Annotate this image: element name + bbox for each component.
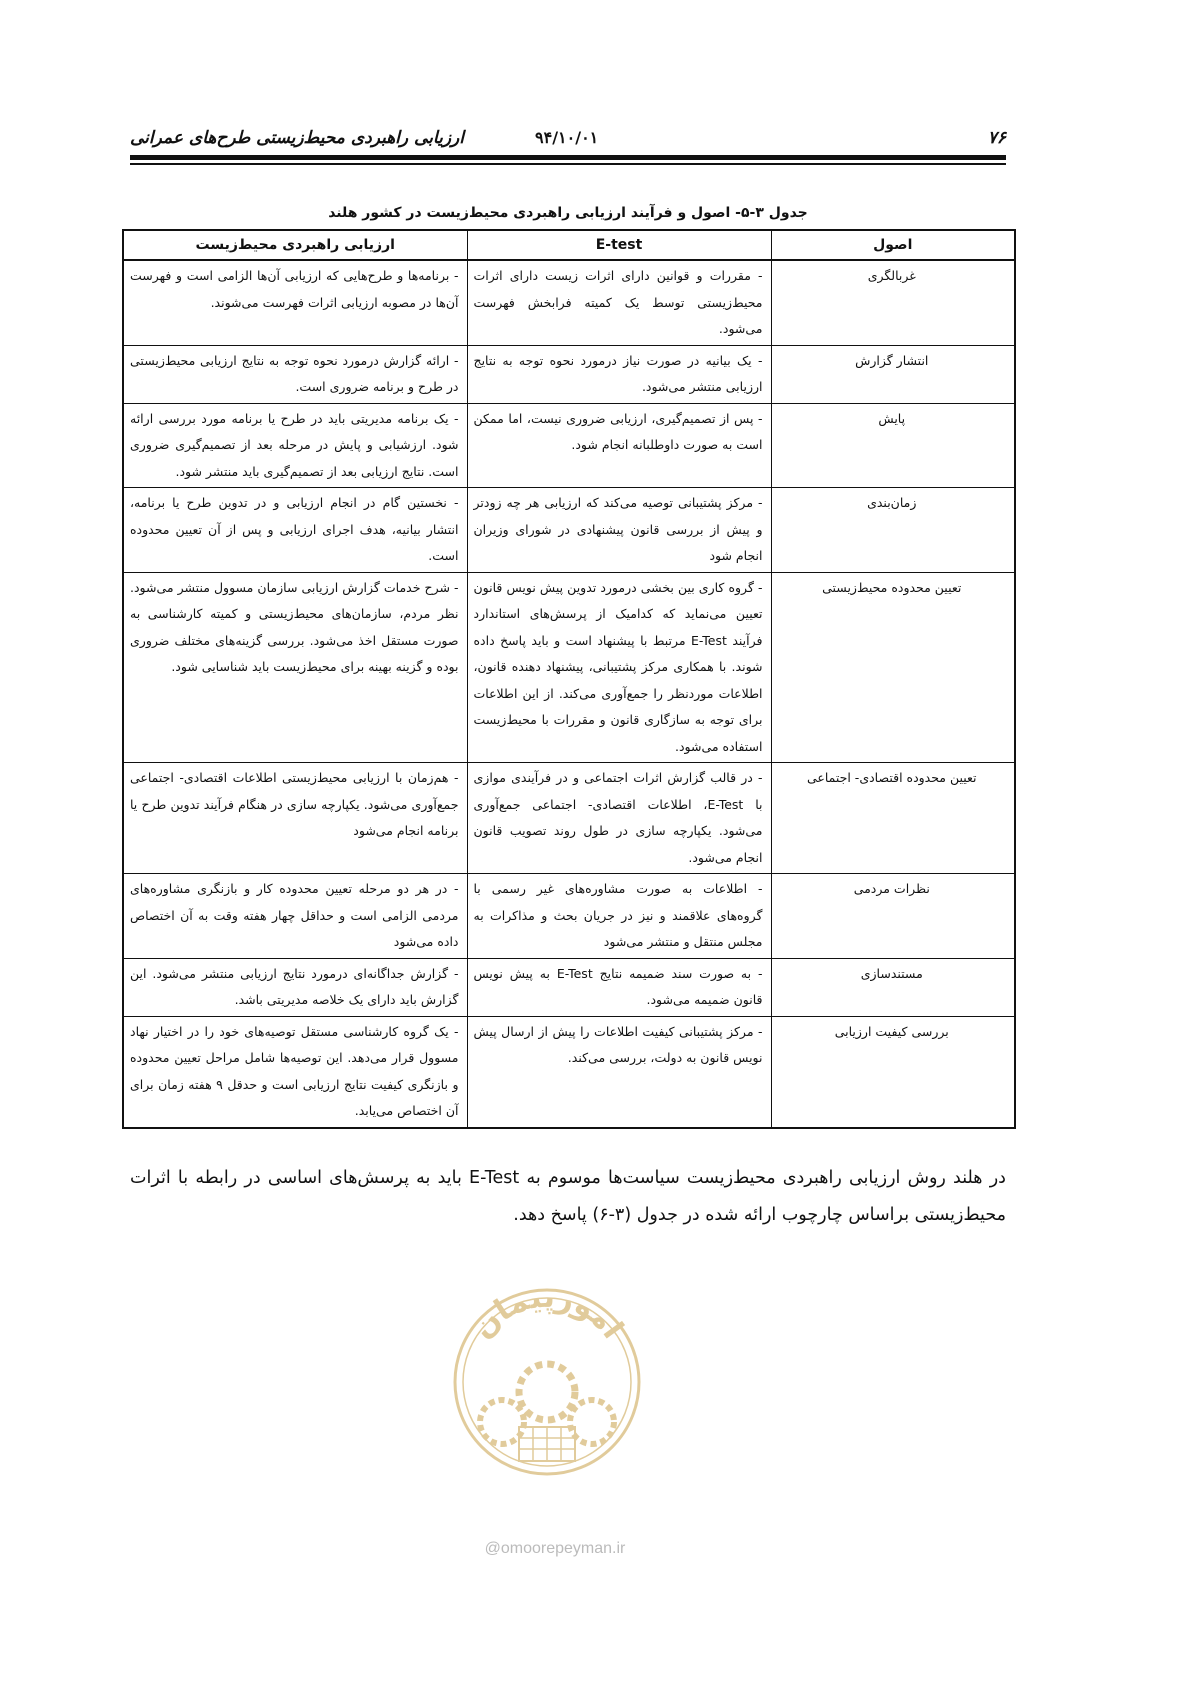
watermark-logo [447,1282,647,1482]
sea-cell: - شرح خدمات گزارش ارزیابی سازمان مسوول منتشر می‌شود. نظر مردم، سازمان‌های محیط‌زیستی و کمیته کارشناسی به صورت مستقل اخذ می‌شود. بررسی گزینه‌های مختلف ضروری بوده و گزینه بهینه برای محیط‌زیست باید شناسایی شود. [123,572,467,763]
principle-cell: مستندسازی [771,958,1015,1016]
table-caption: جدول ۳-۵- اصول و فرآیند ارزیابی راهبردی محیط‌زیست در کشور هلند [328,205,808,221]
page-number: ۷۶ [987,128,1006,148]
principle-cell: تعیین محدوده اقتصادی- اجتماعی [771,763,1015,874]
table-row [123,572,1015,763]
etest-cell: - مرکز پشتیبانی کیفیت اطلاعات را پیش از ارسال پیش نویس قانون به دولت، بررسی می‌کند. [467,1016,771,1128]
header-principles: اصول [771,230,1015,260]
header-rule-thick [130,155,1006,160]
table-row [123,1016,1015,1128]
principle-cell: نظرات مردمی [771,874,1015,959]
sea-cell: - ارائه گزارش درمورد نحوه توجه به نتایج ارزیابی محیط‌زیستی در طرح و برنامه ضروری است. [123,345,467,403]
table-row [123,345,1015,403]
etest-cell: - مرکز پشتیبانی توصیه می‌کند که ارزیابی هر چه زودتر و پیش از بررسی قانون پیشنهادی در شورای وزیران انجام شود [467,488,771,573]
table-row [123,958,1015,1016]
header-sea: ارزیابی راهبردی محیط‌زیست [123,230,467,260]
principle-cell: غربالگری [771,260,1015,345]
principle-cell: تعیین محدوده محیط‌زیستی [771,572,1015,763]
watermark-text: امورپیمان [465,1282,631,1346]
table-row [123,763,1015,874]
etest-cell: - مقررات و قوانین دارای اثرات زیست دارای اثرات محیط‌زیستی توسط یک کمیته فرابخش فهرست می‌شود. [467,260,771,345]
sea-cell: - نخستین گام در انجام ارزیابی و در تدوین طرح یا برنامه، انتشار بیانیه، هدف اجرای ارزیابی و پس از آن تعیین محدوده است. [123,488,467,573]
etest-cell: - یک بیانیه در صورت نیاز درمورد نحوه توجه به نتایج ارزیابی منتشر می‌شود. [467,345,771,403]
table-row [123,260,1015,345]
principle-cell: زمان‌بندی [771,488,1015,573]
body-paragraph: در هلند روش ارزیابی راهبردی محیط‌زیست سیاست‌ها موسوم به E-Test باید به پرسش‌های اساسی در رابطه با اثرات محیط‌زیستی براساس چارچوب ارائه شده در جدول (۳-۶) پاسخ دهد. [130,1168,1006,1225]
table-row [123,403,1015,488]
sea-cell: - هم‌زمان با ارزیابی محیط‌زیستی اطلاعات اقتصادی- اجتماعی جمع‌آوری می‌شود. یکپارچه سازی در هنگام فرآیند تدوین طرح یا برنامه انجام می‌شود [123,763,467,874]
etest-cell: - به صورت سند ضمیمه نتایج E-Test به پیش نویس قانون ضمیمه می‌شود. [467,958,771,1016]
principle-cell: انتشار گزارش [771,345,1015,403]
sea-cell: - گزارش جداگانه‌ای درمورد نتایج ارزیابی منتشر می‌شود. این گزارش باید دارای یک خلاصه مدیریتی باشد. [123,958,467,1016]
sea-cell: - در هر دو مرحله تعیین محدوده کار و بازنگری مشاوره‌های مردمی الزامی است و حداقل چهار هفته وقت به آن اختصاص داده می‌شود [123,874,467,959]
table-row [123,488,1015,573]
etest-cell: - گروه کاری بین بخشی درمورد تدوین پیش نویس قانون تعیین می‌نماید که کدامیک از پرسش‌های استاندارد فرآیند E-Test مرتبط با پیشنهاد است و باید پاسخ داده شوند. با همکاری مرکز پشتیبانی، پیشنهاد دهنده قانون، اطلاعات موردنظر را جمع‌آوری می‌کند. از این اطلاعات برای توجه به سازگاری قانون و مقررات با محیط‌زیست استفاده می‌شود. [467,572,771,763]
running-title: ارزیابی راهبردی محیط‌زیستی طرح‌های عمرانی [130,128,464,148]
table-row [123,874,1015,959]
footer-url: @omoorepeyman.ir [484,1540,626,1557]
principles-table [122,229,1016,1129]
principle-cell: پایش [771,403,1015,488]
watermark-gear-right [570,1400,614,1444]
page-header [130,128,1006,156]
etest-cell: - پس از تصمیم‌گیری، ارزیابی ضروری نیست، اما ممکن است به صورت داوطلبانه انجام شود. [467,403,771,488]
watermark-gear-center [519,1364,575,1420]
header-rule-thin [130,163,1006,165]
sea-cell: - برنامه‌ها و طرح‌هایی که ارزیابی آن‌ها الزامی است و فهرست آن‌ها در مصوبه ارزیابی اثرات فهرست می‌شوند. [123,260,467,345]
principle-cell: بررسی کیفیت ارزیابی [771,1016,1015,1128]
header-date: ۹۴/۱۰/۰۱ [535,128,599,147]
table-header-row [123,230,1015,260]
sea-cell: - یک برنامه مدیریتی باید در طرح یا برنامه مورد بررسی ارائه شود. ارزشیابی و پایش در مرحله بعد از تصمیم‌گیری ضروری است. نتایج ارزیابی بعد از تصمیم‌گیری باید منتشر شود. [123,403,467,488]
etest-cell: - اطلاعات به صورت مشاوره‌های غیر رسمی با گروه‌های علاقمند و نیز در جریان بحث و مذاکرات به مجلس منتقل و منتشر می‌شود [467,874,771,959]
header-etest: E-test [467,230,771,260]
sea-cell: - یک گروه کارشناسی مستقل توصیه‌های خود را در اختیار نهاد مسوول قرار می‌دهد. این توصیه‌ها شامل مراحل تعیین محدوده و بازنگری کیفیت نتایج ارزیابی است و حدقل ۹ هفته زمان برای آن اختصاص می‌یابد. [123,1016,467,1128]
watermark-gear-left [480,1400,524,1444]
etest-cell: - در قالب گزارش اثرات اجتماعی و در فرآیندی موازی با E-Test، اطلاعات اقتصادی- اجتماعی جمع‌آوری می‌شود. یکپارچه سازی در طول روند تصویب قانون انجام می‌شود. [467,763,771,874]
